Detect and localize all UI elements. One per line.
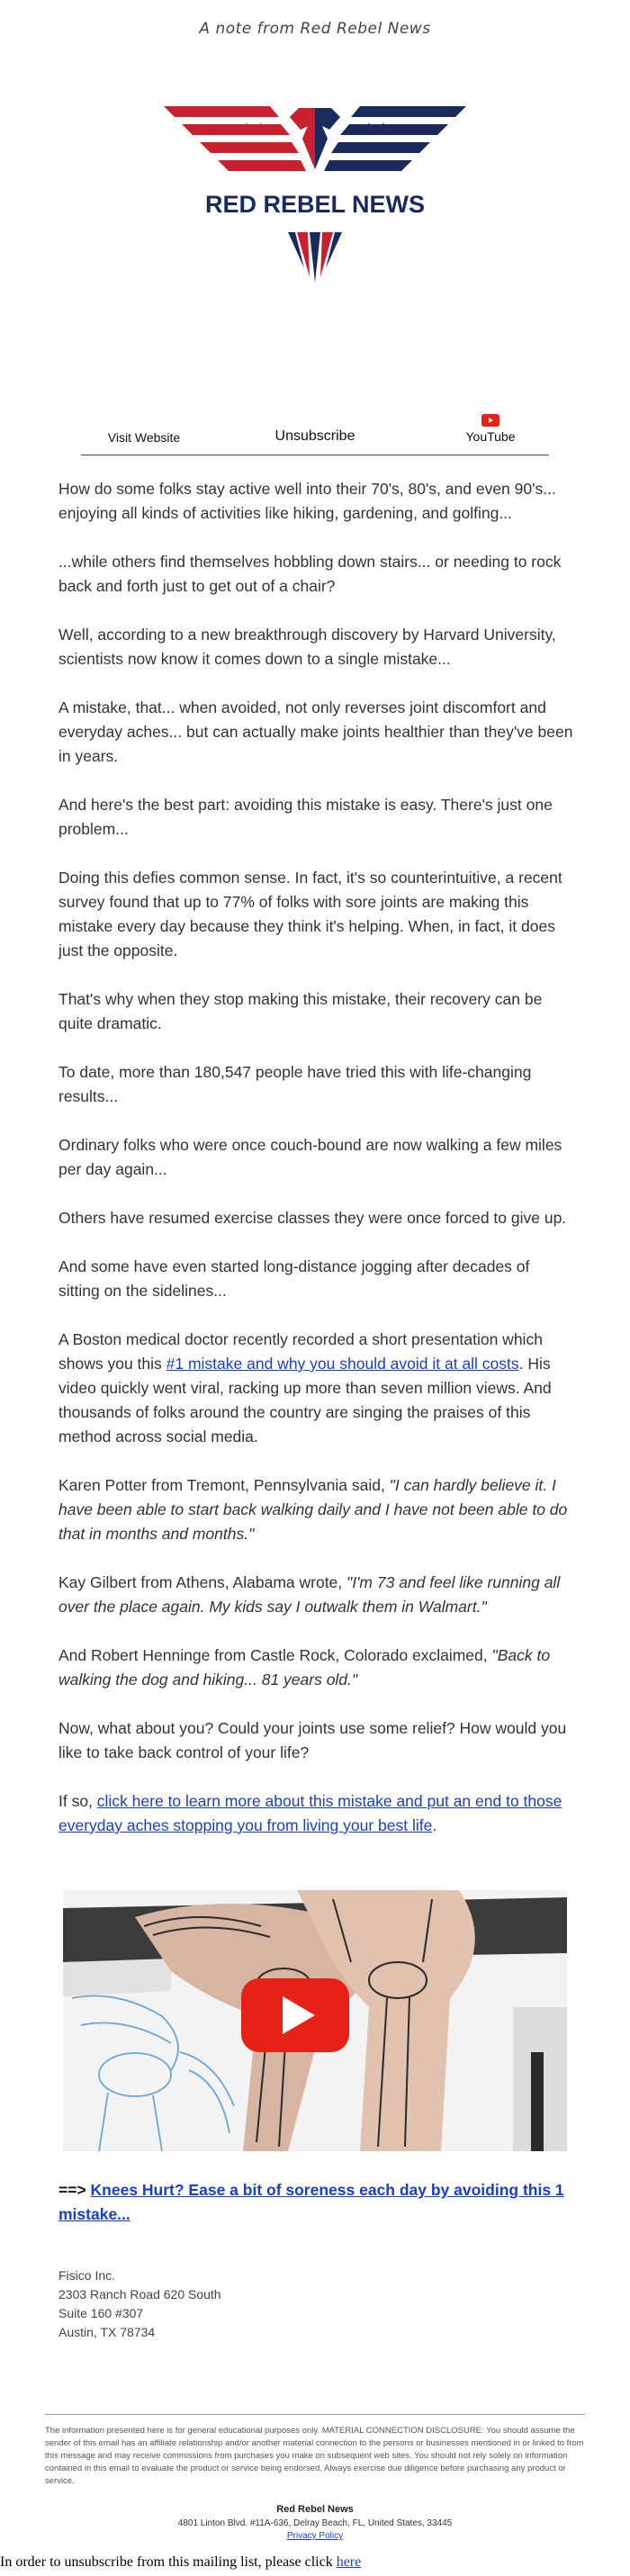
body-paragraph: [58, 1789, 573, 1838]
footer-privacy: [0, 2531, 630, 2541]
body-text: . His video quickly went viral, racking up more than seven million views. And thousands of folks around the country are singing the praises of this method across social media.: [58, 1355, 552, 1446]
body-paragraph: How do some folks stay active well into their 70's, 80's, and even 90's... enjoying all kinds of activities like hiking, gardening, and golfing...: [58, 480, 556, 522]
body-paragraph: Doing this defies common sense. In fact, it's so counterintuitive, a recent survey found that up to 77% of folks with sore joints are making this mistake every day because they think it's helping. When, in fact, it does just the opposite.: [58, 869, 562, 959]
body-paragraph: Now, what about you? Could your joints use some relief? How would you like to take back control of your life?: [58, 1719, 567, 1761]
disclaimer-text: The information presented here is for general educational purposes only. MATERIAL CONNECTION DISCLOSURE: You should assume the sender of this email has an affiliate relationship and/or another material connection to the persons or businesses mentioned in or linked to from this message and may receive commissions from purchases you make on subsequent web sites. You should not rely solely on information contained in this email to evaluate the product or service being endorsed. Always exercise due diligence before purchasing any product or service.: [45, 2426, 584, 2486]
privacy-policy-link[interactable]: Privacy Policy: [286, 2531, 344, 2541]
body-paragraph: Others have resumed exercise classes they were once forced to give up.: [58, 1209, 567, 1227]
footer-divider: [45, 2414, 585, 2415]
cta-headline: [58, 2178, 573, 2227]
email-body: [58, 477, 573, 1862]
sender-address: [58, 2266, 328, 2342]
mistake-link[interactable]: #1 mistake and why you should avoid it at all costs: [166, 1355, 519, 1373]
body-text: If so,: [58, 1792, 97, 1810]
youtube-label: YouTube: [465, 429, 516, 444]
body-paragraph: A mistake, that... when avoided, not only reverses joint discomfort and everyday aches... but can actually make joints healthier than they've been in years.: [58, 698, 573, 765]
body-text: Karen Potter from Tremont, Pennsylvania said,: [58, 1476, 390, 1494]
testimonial-robert: [58, 1644, 573, 1692]
testimonial-kay: [58, 1571, 573, 1619]
address-line: 2303 Ranch Road 620 South: [58, 2287, 221, 2301]
visit-website-link[interactable]: Visit Website: [107, 430, 181, 445]
body-paragraph: And here's the best part: avoiding this mistake is easy. There's just one problem...: [58, 796, 553, 838]
address-line: Austin, TX 78734: [58, 2325, 156, 2339]
preheader-text: A note from Red Rebel News: [199, 20, 431, 38]
youtube-link[interactable]: [441, 414, 540, 444]
header-nav: [81, 405, 549, 455]
youtube-icon: [482, 414, 500, 427]
unsubscribe-text: In order to unsubscribe from this mailing list, please click: [0, 2554, 337, 2570]
body-paragraph: Well, according to a new breakthrough discovery by Harvard University, scientists now know it comes down to a single mistake...: [58, 626, 556, 668]
video-thumbnail[interactable]: [63, 1890, 567, 2151]
body-paragraph: To date, more than 180,547 people have tried this with life-changing results...: [58, 1063, 532, 1105]
body-paragraph: And some have even started long-distance jogging after decades of sitting on the sidelines...: [58, 1257, 530, 1300]
footer-address: 4801 Linton Blvd. #11A-636, Delray Beach, FL, United States, 33445: [177, 2518, 453, 2528]
unsubscribe-link[interactable]: Unsubscribe: [274, 428, 356, 444]
body-paragraph: That's why when they stop making this mistake, their recovery can be quite dramatic.: [58, 990, 543, 1032]
body-text: .: [432, 1816, 437, 1834]
body-text: A Boston medical doctor recently recorded a short presentation which shows you this: [58, 1330, 543, 1373]
unsubscribe-notice: [0, 2554, 630, 2571]
learn-more-link[interactable]: click here to learn more about this mistake and put an end to those everyday aches stopping you from living your best life: [58, 1792, 562, 1834]
testimonial-karen: [58, 1473, 573, 1546]
testimonial-quote: "I can hardly believe it. I have been able to start back walking daily and I have not been able to do that in months and months.": [58, 1476, 568, 1543]
address-line: Suite 160 #307: [58, 2306, 144, 2320]
unsubscribe-here-link[interactable]: here: [336, 2554, 362, 2570]
cta-arrow: ==>: [58, 2181, 91, 2199]
body-text: And Robert Henninge from Castle Rock, Colorado exclaimed,: [58, 1646, 492, 1664]
knees-hurt-link[interactable]: Knees Hurt? Ease a bit of soreness each day by avoiding this 1 mistake...: [58, 2181, 564, 2223]
red-rebel-news-logo[interactable]: [164, 106, 466, 283]
body-text: Kay Gilbert from Athens, Alabama wrote,: [58, 1573, 347, 1591]
logo-brand-text: RED REBEL NEWS: [204, 191, 426, 218]
testimonial-quote: "I'm 73 and feel like running all over the place again. My kids say I outwalk them in Walmart.": [58, 1573, 561, 1616]
body-paragraph: Ordinary folks who were once couch-bound are now walking a few miles per day again...: [58, 1136, 562, 1178]
body-paragraph: [58, 1328, 573, 1449]
testimonial-quote: "Back to walking the dog and hiking... 81 years old.": [58, 1646, 551, 1689]
body-paragraph: ...while others find themselves hobbling down stairs... or needing to rock back and forth just to get out of a chair?: [58, 553, 562, 595]
footer-brand-name: Red Rebel News: [276, 2504, 354, 2515]
address-company: Fisico Inc.: [58, 2268, 116, 2283]
